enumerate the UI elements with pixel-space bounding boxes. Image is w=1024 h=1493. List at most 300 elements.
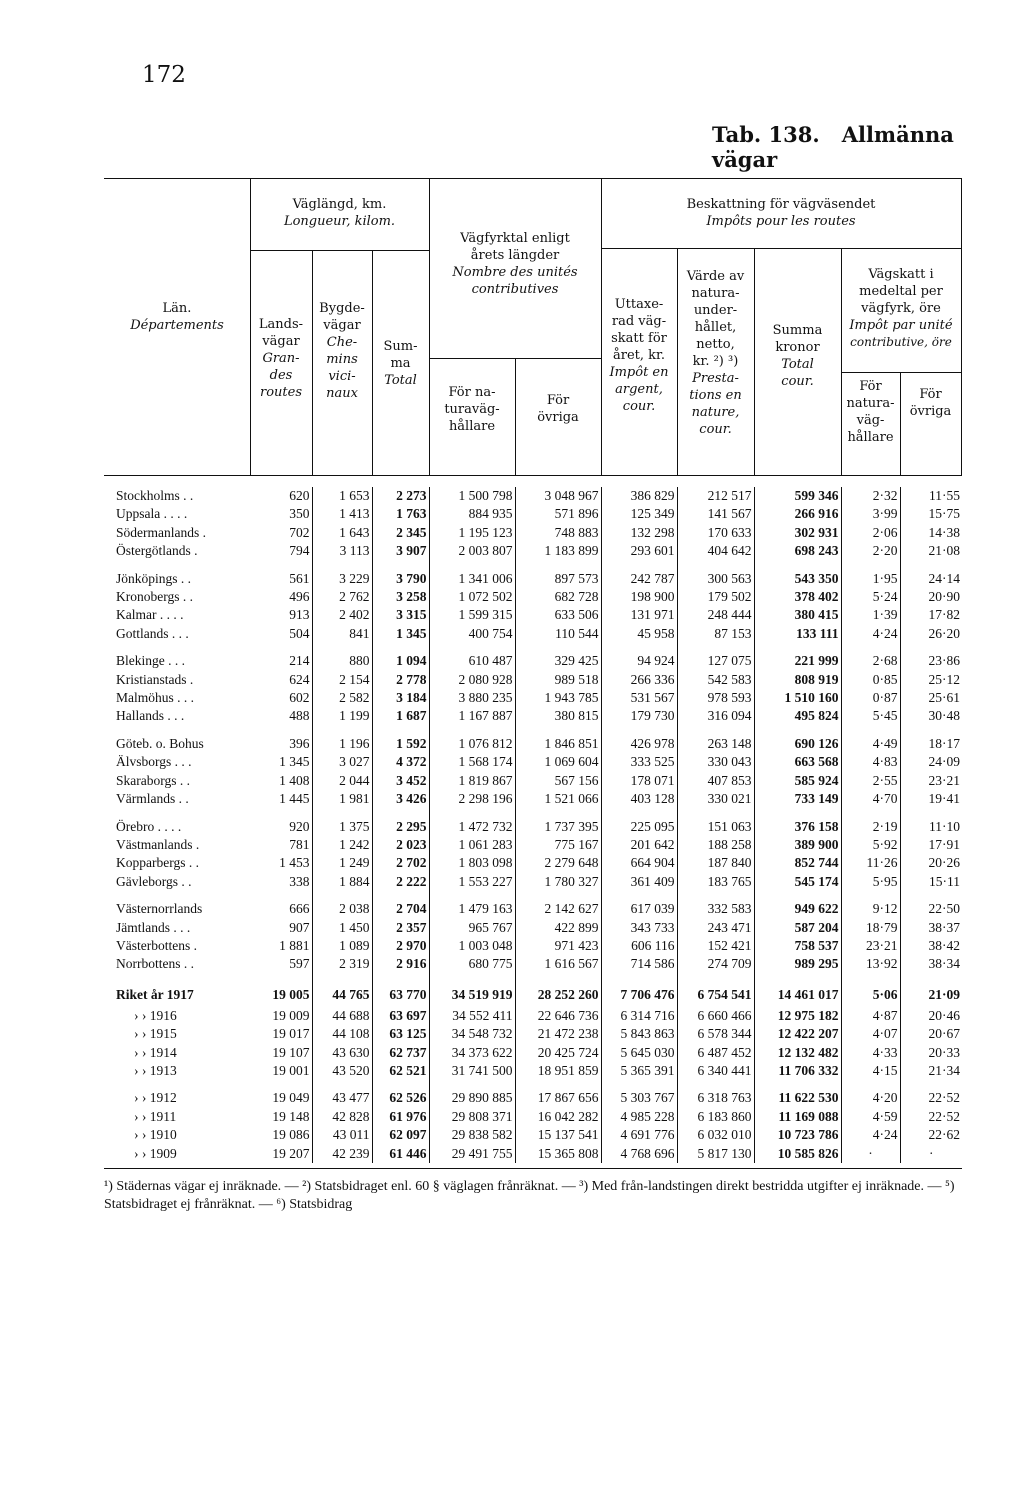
cell: 62 737 — [372, 1044, 429, 1062]
cell: 698 243 — [754, 542, 841, 560]
cell: 1 737 395 — [515, 818, 601, 836]
gap-cell — [900, 891, 962, 900]
cell: 543 350 — [754, 570, 841, 588]
gap-cell — [429, 726, 515, 735]
cell: 20 425 724 — [515, 1044, 601, 1062]
gap-cell — [601, 974, 677, 983]
cell: 2·20 — [841, 542, 900, 560]
cell: 94 924 — [601, 652, 677, 670]
cell: 19 207 — [250, 1145, 312, 1163]
cell: 617 039 — [601, 900, 677, 918]
header-medel-natura: För natura- väg- hållare — [846, 379, 895, 445]
gap-cell — [601, 643, 677, 652]
gap-cell — [601, 809, 677, 818]
cell: 2 023 — [372, 836, 429, 854]
cell: 389 900 — [754, 836, 841, 854]
cell: 302 931 — [754, 524, 841, 542]
cell: 18 951 859 — [515, 1062, 601, 1080]
gap-cell — [372, 974, 429, 983]
cell: 19 148 — [250, 1108, 312, 1126]
cell: 62 097 — [372, 1126, 429, 1144]
cell: 242 787 — [601, 570, 677, 588]
gap-cell — [250, 974, 312, 983]
cell: 1 061 283 — [429, 836, 515, 854]
gap-cell — [429, 974, 515, 983]
cell: 2 916 — [372, 955, 429, 973]
row-label: Värmlands . . — [116, 791, 189, 807]
cell: 316 094 — [677, 707, 754, 725]
gap-cell — [677, 726, 754, 735]
gap-cell — [841, 974, 900, 983]
cell: 4·33 — [841, 1044, 900, 1062]
cell: 5 303 767 — [601, 1089, 677, 1107]
cell: 1 500 798 — [429, 487, 515, 505]
table-row — [104, 570, 962, 588]
cell: 4·15 — [841, 1062, 900, 1080]
cell: 610 487 — [429, 652, 515, 670]
cell: 1 341 006 — [429, 570, 515, 588]
cell: 19 001 — [250, 1062, 312, 1080]
cell: 34 552 411 — [429, 1007, 515, 1025]
cell: 404 642 — [677, 542, 754, 560]
table-row — [104, 652, 962, 670]
cell: 38·34 — [928, 956, 960, 972]
page-number: 172 — [142, 62, 186, 88]
cell: 597 — [250, 955, 312, 973]
row-label: Blekinge . . . — [116, 653, 185, 669]
table-row — [104, 818, 962, 836]
group-gap — [104, 1080, 962, 1089]
gap-cell — [515, 561, 601, 570]
cell: 1 592 — [372, 735, 429, 753]
cell: 151 063 — [677, 818, 754, 836]
row-label: Jämtlands . . . — [116, 919, 191, 935]
year-row — [104, 1126, 962, 1144]
gap-cell — [677, 891, 754, 900]
cell: 43 520 — [312, 1062, 372, 1080]
cell: 11·10 — [929, 818, 960, 834]
header-summa: Sum- ma Total — [383, 339, 418, 388]
cell: 14 461 017 — [754, 983, 841, 1007]
cell: 7 706 476 — [601, 983, 677, 1007]
cell: 897 573 — [515, 570, 601, 588]
cell: 61 976 — [372, 1108, 429, 1126]
cell: 407 853 — [677, 772, 754, 790]
cell: 949 622 — [754, 900, 841, 918]
table-row — [104, 753, 962, 771]
gap-cell — [312, 643, 372, 652]
cell: 2 778 — [372, 671, 429, 689]
gap-cell — [312, 726, 372, 735]
cell: 2 080 928 — [429, 671, 515, 689]
cell: 0·85 — [841, 671, 900, 689]
cell: 10 723 786 — [754, 1126, 841, 1144]
cell: 571 896 — [515, 505, 601, 523]
cell: 18·79 — [841, 919, 900, 937]
gap-cell — [841, 726, 900, 735]
cell: 1 076 812 — [429, 735, 515, 753]
cell: 44 765 — [312, 983, 372, 1007]
cell: 63 125 — [372, 1025, 429, 1043]
group-gap — [104, 643, 962, 652]
gap-cell — [754, 726, 841, 735]
cell: · — [841, 1145, 900, 1163]
cell: 19 009 — [250, 1007, 312, 1025]
cell: 17·91 — [928, 836, 960, 852]
cell: 1 445 — [250, 790, 312, 808]
cell: 2 273 — [372, 487, 429, 505]
cell: 21·34 — [928, 1062, 960, 1078]
cell: 2 038 — [312, 900, 372, 918]
row-label: Västmanlands . — [116, 836, 200, 852]
gap-cell — [372, 643, 429, 652]
gap-cell — [312, 809, 372, 818]
cell: 87 153 — [677, 625, 754, 643]
cell: 378 402 — [754, 588, 841, 606]
cell: 61 446 — [372, 1145, 429, 1163]
gap-cell — [841, 809, 900, 818]
cell: 0·87 — [841, 689, 900, 707]
cell: 2·32 — [841, 487, 900, 505]
cell: 496 — [250, 588, 312, 606]
row-label: Stockholms . . — [116, 488, 194, 503]
year-row — [104, 1007, 962, 1025]
cell: 17 867 656 — [515, 1089, 601, 1107]
cell: 680 775 — [429, 955, 515, 973]
gap-cell — [104, 1080, 250, 1089]
cell: 1 472 732 — [429, 818, 515, 836]
cell: 794 — [250, 542, 312, 560]
cell: 965 767 — [429, 919, 515, 937]
gap-cell — [104, 974, 250, 983]
gap-cell — [429, 1080, 515, 1089]
cell: 22·50 — [928, 901, 960, 917]
cell: 1 884 — [312, 873, 372, 891]
cell: 1 094 — [372, 652, 429, 670]
gap-cell — [372, 561, 429, 570]
cell: 2 044 — [312, 772, 372, 790]
table-row — [104, 524, 962, 542]
cell: 2 319 — [312, 955, 372, 973]
cell: 44 108 — [312, 1025, 372, 1043]
cell: 133 111 — [754, 625, 841, 643]
cell: 1 763 — [372, 505, 429, 523]
year-row — [104, 1108, 962, 1126]
row-label: › › 1910 — [134, 1127, 177, 1143]
header-fyrktal: Vägfyrktal enligt årets längder Nombre des unités contributives — [452, 231, 578, 297]
gap-cell — [250, 643, 312, 652]
row-label: Södermanlands . — [116, 524, 206, 540]
cell: 714 586 — [601, 955, 677, 973]
row-label: Gottlands . . . — [116, 625, 189, 641]
gap-cell — [515, 891, 601, 900]
cell: 3 426 — [372, 790, 429, 808]
cell: 2 295 — [372, 818, 429, 836]
cell: 606 116 — [601, 937, 677, 955]
cell: 1 249 — [312, 854, 372, 872]
cell: 21·08 — [928, 543, 960, 559]
cell: 733 149 — [754, 790, 841, 808]
cell: 20·33 — [928, 1044, 960, 1060]
cell: 187 840 — [677, 854, 754, 872]
cell: 5·92 — [841, 836, 900, 854]
cell: 15 137 541 — [515, 1126, 601, 1144]
gap-cell — [250, 561, 312, 570]
cell: 920 — [250, 818, 312, 836]
cell: 1 453 — [250, 854, 312, 872]
cell: 5·24 — [841, 588, 900, 606]
cell: 1 510 160 — [754, 689, 841, 707]
cell: 23·86 — [928, 653, 960, 669]
cell: 20·26 — [928, 855, 960, 871]
group-gap — [104, 891, 962, 900]
cell: 682 728 — [515, 588, 601, 606]
table-title — [712, 122, 1024, 172]
cell: 11 622 530 — [754, 1089, 841, 1107]
cell: 2 402 — [312, 606, 372, 624]
cell: 330 043 — [677, 753, 754, 771]
cell: 1 568 174 — [429, 753, 515, 771]
cell: 15 365 808 — [515, 1145, 601, 1163]
cell: 6 318 763 — [677, 1089, 754, 1107]
cell: 266 336 — [601, 671, 677, 689]
footnote: ¹) Städernas vägar ej inräknade. — ²) Statsbidraget enl. 60 § väglagen frånräknat. — ³) Med från-landstingen direkt bestridda utgifter ej inräknade. — ⁵) Statsbidraget ej frånräknat. — ⁶) Statsbidrag — [104, 1179, 955, 1212]
cell: 31 741 500 — [429, 1062, 515, 1080]
cell: 338 — [250, 873, 312, 891]
cell: 20·90 — [928, 589, 960, 605]
cell: 2 222 — [372, 873, 429, 891]
table-row — [104, 606, 962, 624]
cell: 30·48 — [928, 708, 960, 724]
cell: 1 345 — [372, 625, 429, 643]
year-row — [104, 1089, 962, 1107]
cell: 633 506 — [515, 606, 601, 624]
table-row — [104, 505, 962, 523]
cell: 775 167 — [515, 836, 601, 854]
cell: 19 005 — [250, 983, 312, 1007]
cell: 329 425 — [515, 652, 601, 670]
cell: 24·14 — [928, 570, 960, 586]
cell: 1 881 — [250, 937, 312, 955]
cell: 1 616 567 — [515, 955, 601, 973]
cell: 978 593 — [677, 689, 754, 707]
cell: 1 521 066 — [515, 790, 601, 808]
cell: 214 — [250, 652, 312, 670]
cell: 1 819 867 — [429, 772, 515, 790]
table-row — [104, 854, 962, 872]
gap-cell — [372, 726, 429, 735]
cell: 1 167 887 — [429, 707, 515, 725]
cell: 1·95 — [841, 570, 900, 588]
cell: 5 817 130 — [677, 1145, 754, 1163]
gap-cell — [677, 643, 754, 652]
cell: 332 583 — [677, 900, 754, 918]
cell: 488 — [250, 707, 312, 725]
gap-cell — [900, 974, 962, 983]
table-row — [104, 689, 962, 707]
table-row — [104, 671, 962, 689]
cell: 15·11 — [929, 873, 960, 889]
cell: 12 975 182 — [754, 1007, 841, 1025]
cell: 4·87 — [841, 1007, 900, 1025]
cell: 29 808 371 — [429, 1108, 515, 1126]
row-label: › › 1916 — [134, 1007, 177, 1023]
cell: 212 517 — [677, 487, 754, 505]
cell: 12 132 482 — [754, 1044, 841, 1062]
cell: 907 — [250, 919, 312, 937]
table-id: Tab. 138. — [712, 122, 820, 147]
cell: 20·46 — [928, 1007, 960, 1023]
cell: 702 — [250, 524, 312, 542]
cell: 198 900 — [601, 588, 677, 606]
cell: 62 521 — [372, 1062, 429, 1080]
cell: 131 971 — [601, 606, 677, 624]
cell: 183 765 — [677, 873, 754, 891]
cell: 1 450 — [312, 919, 372, 937]
gap-cell — [677, 1080, 754, 1089]
cell: 23·21 — [841, 937, 900, 955]
cell: 21 472 238 — [515, 1025, 601, 1043]
cell: 758 537 — [754, 937, 841, 955]
cell: 43 011 — [312, 1126, 372, 1144]
cell: 225 095 — [601, 818, 677, 836]
cell: 1 780 327 — [515, 873, 601, 891]
table-title-text: Allmänna vägar — [712, 122, 954, 172]
cell: 4·24 — [841, 1126, 900, 1144]
cell: 2 582 — [312, 689, 372, 707]
cell: 22·52 — [928, 1090, 960, 1106]
table-row — [104, 790, 962, 808]
cell: 11 706 332 — [754, 1062, 841, 1080]
header-lan: Län. Départements — [130, 301, 224, 333]
row-label: Malmöhus . . . — [116, 690, 195, 706]
row-label: Uppsala . . . . — [116, 506, 188, 522]
cell: 1 553 227 — [429, 873, 515, 891]
cell: 22·62 — [928, 1127, 960, 1143]
row-label: Skaraborgs . . — [116, 772, 190, 788]
cell: 1 199 — [312, 707, 372, 725]
gap-cell — [104, 809, 250, 818]
cell: 44 688 — [312, 1007, 372, 1025]
gap-cell — [754, 891, 841, 900]
header-beskattning: Beskattning för vägväsendet Impôts pour les routes — [686, 197, 876, 229]
table-row — [104, 919, 962, 937]
cell: 2 970 — [372, 937, 429, 955]
gap-cell — [841, 891, 900, 900]
cell: 380 815 — [515, 707, 601, 725]
row-label: Kristianstads . — [116, 671, 194, 687]
cell: 21·09 — [928, 986, 960, 1002]
gap-cell — [677, 974, 754, 983]
cell: 4·49 — [841, 735, 900, 753]
cell: 62 526 — [372, 1089, 429, 1107]
cell: 1 003 048 — [429, 937, 515, 955]
group-gap — [104, 809, 962, 818]
cell: 17·82 — [928, 607, 960, 623]
cell: 3 229 — [312, 570, 372, 588]
cell: 110 544 — [515, 625, 601, 643]
cell: 3 452 — [372, 772, 429, 790]
gap-cell — [677, 561, 754, 570]
gap-cell — [515, 1080, 601, 1089]
cell: 1 089 — [312, 937, 372, 955]
cell: 5·06 — [841, 983, 900, 1007]
gap-cell — [515, 643, 601, 652]
gap-cell — [372, 891, 429, 900]
cell: 561 — [250, 570, 312, 588]
gap-cell — [754, 561, 841, 570]
gap-cell — [841, 643, 900, 652]
gap-cell — [429, 809, 515, 818]
cell: 664 904 — [601, 854, 677, 872]
cell: 690 126 — [754, 735, 841, 753]
cell: 19 086 — [250, 1126, 312, 1144]
gap-cell — [372, 809, 429, 818]
cell: 4·24 — [841, 625, 900, 643]
cell: 3 258 — [372, 588, 429, 606]
table-row — [104, 625, 962, 643]
cell: 1 643 — [312, 524, 372, 542]
cell: 1 413 — [312, 505, 372, 523]
table-row — [104, 735, 962, 753]
gap-cell — [312, 1080, 372, 1089]
cell: 3 113 — [312, 542, 372, 560]
cell: 29 890 885 — [429, 1089, 515, 1107]
cell: 188 258 — [677, 836, 754, 854]
cell: 22 646 736 — [515, 1007, 601, 1025]
cell: 1 981 — [312, 790, 372, 808]
cell: 11·55 — [929, 488, 960, 503]
gap-cell — [312, 974, 372, 983]
cell: 1 375 — [312, 818, 372, 836]
cell: 880 — [312, 652, 372, 670]
cell: 20·67 — [928, 1026, 960, 1042]
gap-cell — [312, 561, 372, 570]
table-row — [104, 900, 962, 918]
cell: 263 148 — [677, 735, 754, 753]
cell: 403 128 — [601, 790, 677, 808]
table-row — [104, 487, 962, 505]
row-label: Gävleborgs . . — [116, 873, 192, 889]
cell: 38·42 — [928, 937, 960, 953]
cell: 34 519 919 — [429, 983, 515, 1007]
year-row — [104, 1044, 962, 1062]
cell: 43 477 — [312, 1089, 372, 1107]
cell: 19 049 — [250, 1089, 312, 1107]
cell: 1 943 785 — [515, 689, 601, 707]
cell: 243 471 — [677, 919, 754, 937]
cell: 567 156 — [515, 772, 601, 790]
header-bygdevagar: Bygde- vägar Che- mins vici- naux — [319, 301, 365, 401]
cell: 2·06 — [841, 524, 900, 542]
cell: 1 069 604 — [515, 753, 601, 771]
gap-cell — [900, 809, 962, 818]
cell: 178 071 — [601, 772, 677, 790]
cell: 5·45 — [841, 707, 900, 725]
cell: 386 829 — [601, 487, 677, 505]
cell: 913 — [250, 606, 312, 624]
cell: 781 — [250, 836, 312, 854]
table-row — [104, 588, 962, 606]
cell: 6 314 716 — [601, 1007, 677, 1025]
cell: 602 — [250, 689, 312, 707]
gap-cell — [677, 809, 754, 818]
cell: 3 907 — [372, 542, 429, 560]
header-uttaxerad: Uttaxe- rad väg- skatt för året, kr. Impôt en argent, cour. — [609, 297, 669, 414]
cell: 43 630 — [312, 1044, 372, 1062]
cell: 4·83 — [841, 753, 900, 771]
row-label: Norrbottens . . — [116, 956, 194, 972]
